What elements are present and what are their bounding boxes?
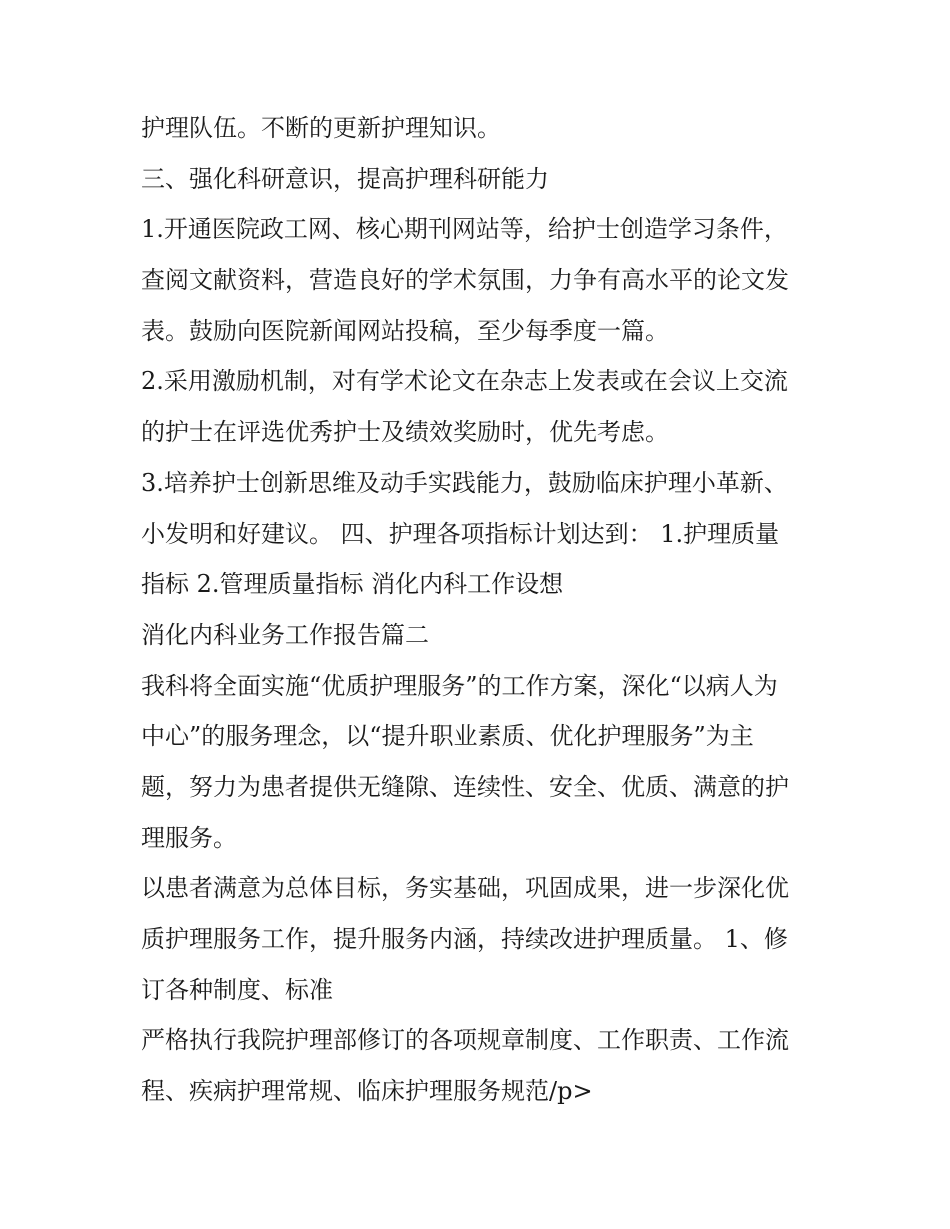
section-title: 消化内科业务工作报告篇二 [141,620,429,649]
text-line: 以患者满意为总体目标，务实基础，巩固成果，进一步深化优 [141,874,789,903]
text-line: 严格执行我院护理部修订的各项规章制度、工作职责、工作流 [141,1026,789,1055]
text-line: 2.采用激励机制，对有学术论文在杂志上发表或在会议上交流 [141,367,788,396]
text-line: 表。鼓励向医院新闻网站投稿，至少每季度一篇。 [141,316,669,345]
text-line: 小发明和好建议。 四、护理各项指标计划达到： 1.护理质量 [141,519,780,548]
text-line: 理服务。 [141,823,237,852]
text-line: 的护士在评选优秀护士及绩效奖励时，优先考虑。 [141,418,669,447]
text-line: 订各种制度、标准 [141,975,333,1004]
text-line: 1.开通医院政工网、核心期刊网站等，给护士创造学习条件， [141,215,788,244]
section-heading: 三、强化科研意识，提高护理科研能力 [141,164,549,193]
document-body [141,103,821,1117]
text-line: 质护理服务工作，提升服务内涵，持续改进护理质量。 1、修 [141,925,788,953]
text-line: 题，努力为患者提供无缝隙、连续性、安全、优质、满意的护 [141,772,789,801]
text-line: 护理队伍。不断的更新护理知识。 [141,114,501,142]
text-line: 中心”的服务理念，以“提升职业素质、优化护理服务”为主 [141,722,754,751]
text-line: 3.培养护士创新思维及动手实践能力，鼓励临床护理小革新、 [141,468,788,497]
text-line: 程、疾病护理常规、临床护理服务规范/p> [141,1077,593,1106]
text-line: 指标 2.管理质量指标 消化内科工作设想 [141,570,564,599]
text-line: 我科将全面实施“优质护理服务”的工作方案，深化“以病人为 [141,671,778,700]
text-line: 查阅文献资料，营造良好的学术氛围，力争有高水平的论文发 [141,266,789,295]
